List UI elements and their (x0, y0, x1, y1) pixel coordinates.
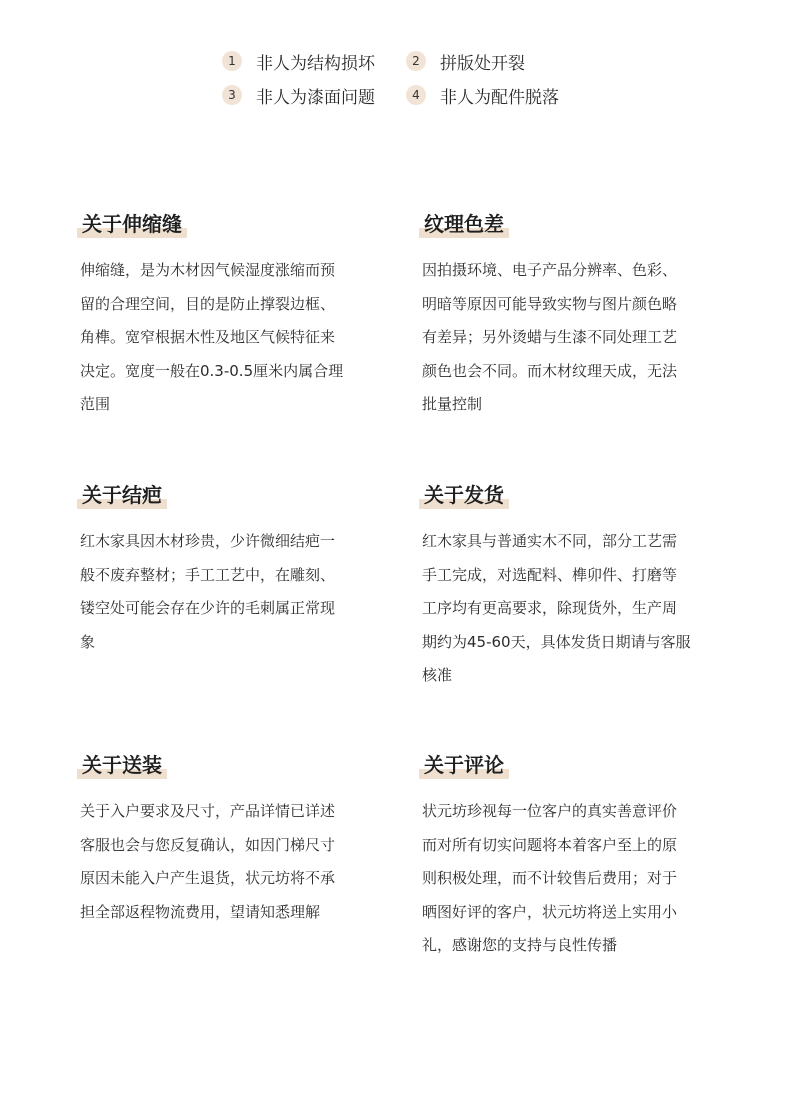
damage-item-2 (406, 49, 590, 74)
damage-list-row (222, 44, 642, 78)
section-body: 红木家具因木材珍贵，少许微细结疤一 般不废弃整材；手工工艺中，在雕刻、 镂空处可能会存在少许的毛刺属正常现 象 (80, 532, 336, 651)
section-heading (422, 481, 506, 509)
section-heading (80, 751, 164, 779)
section-title: 关于发货 (424, 483, 504, 507)
number-badge: 2 (406, 51, 426, 71)
section-heading (422, 210, 506, 238)
section-heading (422, 751, 506, 779)
section-body: 红木家具与普通实木不同，部分工艺需 手工完成，对选配料、榫卯件、打磨等 工序均有更高要求，除现货外，生产周 期约为45-60天，具体发货日期请与客服 核准 (422, 532, 691, 684)
section-heading (80, 210, 184, 238)
number-badge: 4 (406, 85, 426, 105)
section-expansion-joint (80, 210, 370, 422)
damage-list-row (222, 78, 642, 112)
section-shipping (422, 481, 712, 693)
damage-item-label: 非人为结构损坏 (256, 53, 375, 74)
section-title: 关于送装 (82, 753, 162, 777)
damage-item-3 (222, 83, 406, 108)
damage-list (222, 44, 642, 112)
section-delivery (80, 751, 370, 929)
section-reviews (422, 751, 712, 963)
section-body: 状元坊珍视每一位客户的真实善意评价 而对所有切实问题将本着客户至上的原 则积极处理，而不计较售后费用；对于 晒图好评的客户，状元坊将送上实用小 礼，感谢您的支持与良性传播 (422, 802, 678, 954)
damage-item-label: 非人为配件脱落 (440, 87, 559, 108)
damage-item-4 (406, 83, 590, 108)
section-body: 关于入户要求及尺寸，产品详情已详述 客服也会与您反复确认，如因门梯尺寸 原因未能入户产生退货，状元坊将不承 担全部返程物流费用，望请知悉理解 (80, 802, 336, 921)
damage-item-label: 非人为漆面问题 (256, 87, 375, 108)
section-title: 关于伸缩缝 (82, 212, 182, 236)
section-heading (80, 481, 164, 509)
damage-item-1 (222, 49, 406, 74)
number-badge: 1 (222, 51, 242, 71)
section-title: 纹理色差 (424, 212, 504, 236)
section-title: 关于结疤 (82, 483, 162, 507)
number-badge: 3 (222, 85, 242, 105)
section-knots (80, 481, 370, 659)
section-color-difference (422, 210, 712, 422)
section-body: 伸缩缝，是为木材因气候湿度涨缩而预 留的合理空间，目的是防止撑裂边框、 角榫。宽窄根据木性及地区气候特征来 决定。宽度一般在0.3-0.5厘米内属合理 范围 (80, 261, 344, 413)
section-title: 关于评论 (424, 753, 504, 777)
damage-item-label: 拼版处开裂 (440, 53, 525, 74)
section-body: 因拍摄环境、电子产品分辨率、色彩、 明暗等原因可能导致实物与图片颜色略 有差异；另外烫蜡与生漆不同处理工艺 颜色也会不同。而木材纹理天成，无法 批量控制 (422, 261, 678, 413)
